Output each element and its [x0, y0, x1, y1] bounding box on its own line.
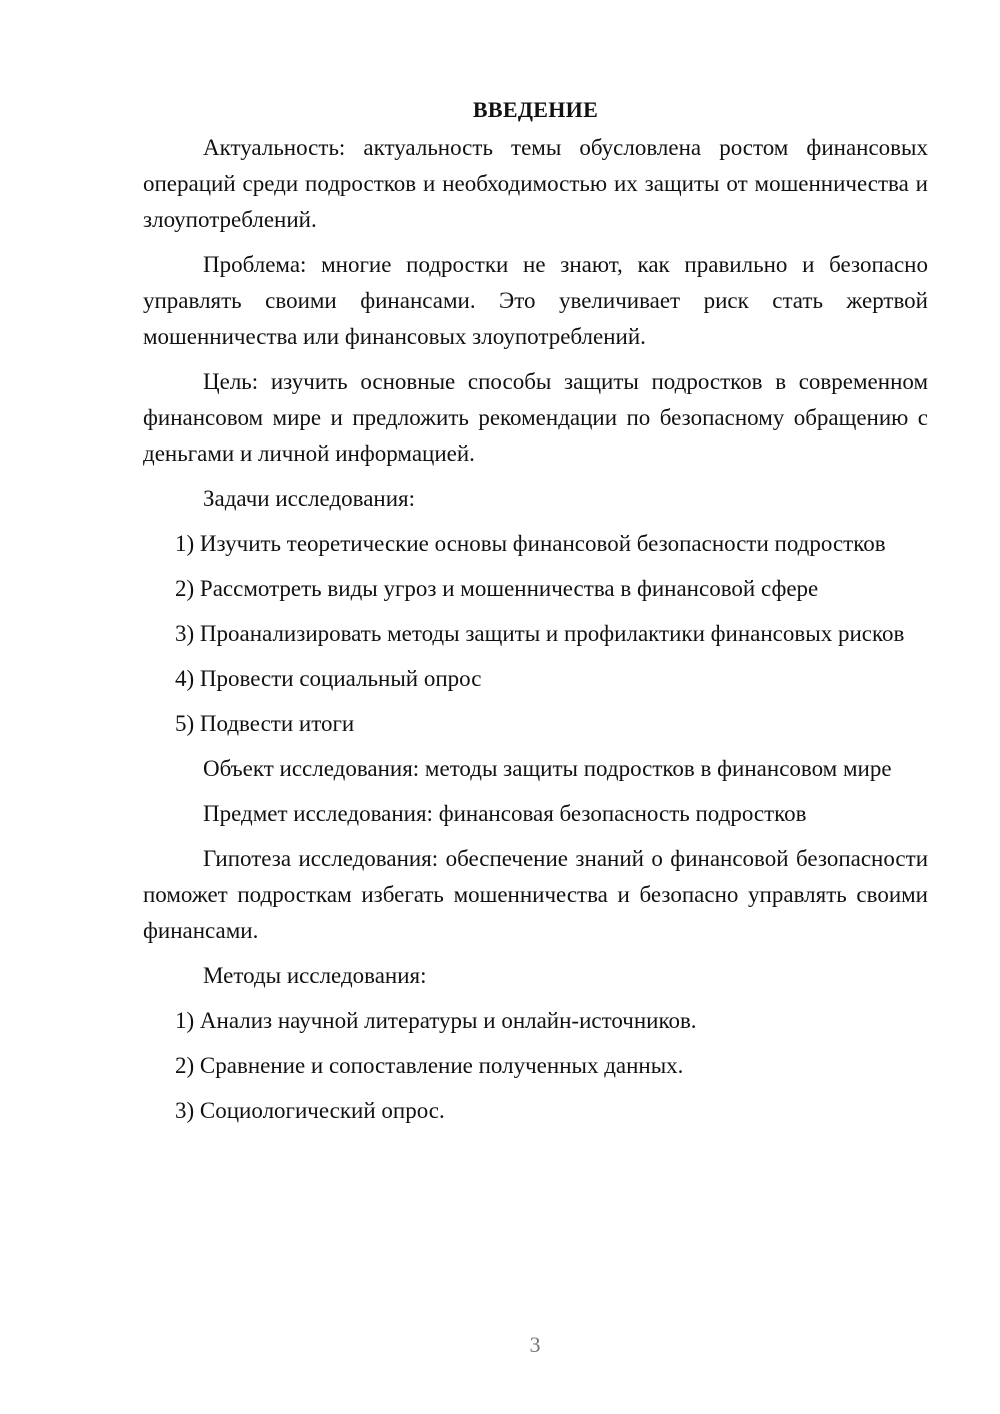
page-number: 3 — [529, 1332, 541, 1357]
tasks-heading: Задачи исследования: — [203, 486, 416, 511]
page-content — [143, 92, 928, 1138]
methods-heading: Методы исследования: — [203, 963, 427, 988]
method-item: 1) Анализ научной литературы и онлайн-источников. — [175, 1008, 697, 1033]
task-item: 2) Рассмотреть виды угроз и мошенничества в финансовой сфере — [175, 576, 819, 601]
method-item: 3) Социологический опрос. — [175, 1098, 445, 1123]
method-item: 2) Сравнение и сопоставление полученных данных. — [175, 1053, 684, 1078]
object-paragraph: Объект исследования: методы защиты подростков в финансовом мире — [203, 756, 892, 781]
section-title: ВВЕДЕНИЕ — [472, 97, 599, 122]
hypothesis-paragraph: Гипотеза исследования: обеспечение знаний о финансовой безопасности поможет подросткам избегать мошенничества и безопасно управлять своими финансами. — [143, 846, 928, 943]
task-item: 1) Изучить теоретические основы финансовой безопасности подростков — [175, 531, 886, 556]
task-item: 5) Подвести итоги — [175, 711, 355, 736]
relevance-paragraph: Актуальность: актуальность темы обусловлена ростом финансовых операций среди подростков и необходимостью их защиты от мошенничества и злоупотреблений. — [143, 135, 928, 232]
problem-paragraph: Проблема: многие подростки не знают, как правильно и безопасно управлять своими финансами. Это увеличивает риск стать жертвой мошенничества или финансовых злоупотреблений. — [143, 252, 928, 349]
subject-paragraph: Предмет исследования: финансовая безопасность подростков — [203, 801, 807, 826]
task-item: 4) Провести социальный опрос — [175, 666, 482, 691]
goal-paragraph: Цель: изучить основные способы защиты подростков в современном финансовом мире и предложить рекомендации по безопасному обращению с деньгами и личной информацией. — [143, 369, 928, 466]
task-item: 3) Проанализировать методы защиты и профилактики финансовых рисков — [175, 621, 905, 646]
